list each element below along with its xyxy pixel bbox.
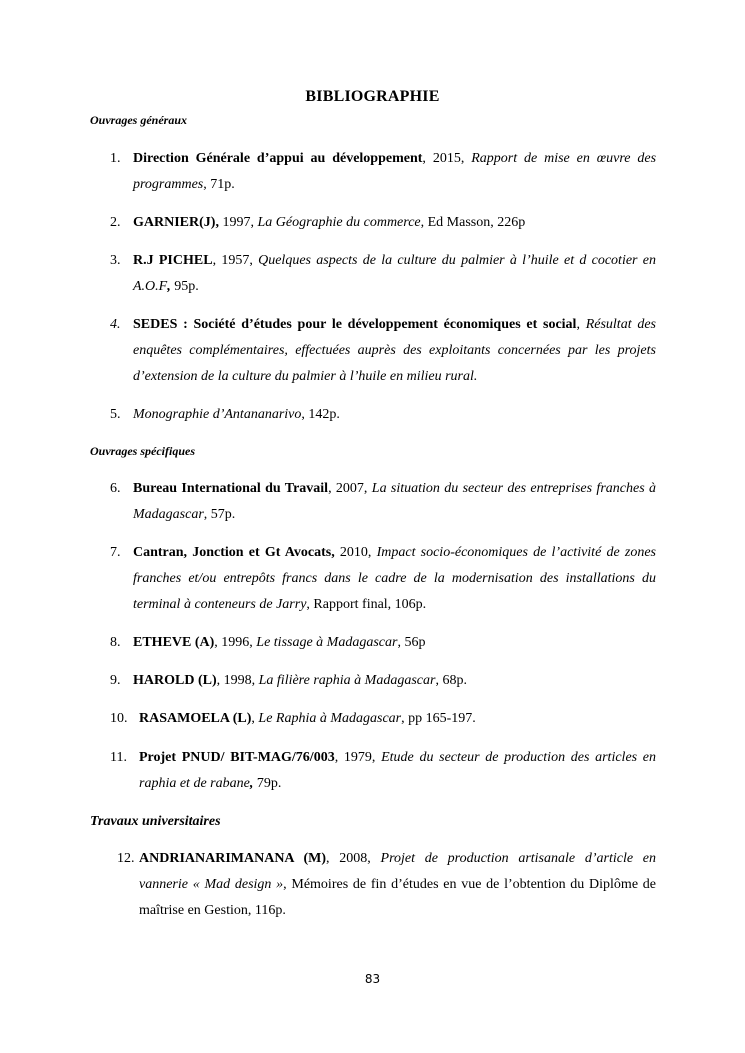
page-title: BIBLIOGRAPHIE — [305, 88, 440, 105]
page-number: 83 — [364, 972, 381, 986]
section-heading-general: Ouvrages généraux — [90, 113, 188, 127]
section-heading-specific: Ouvrages spécifiques — [90, 444, 195, 458]
bibliography-entry-1: 1. Direction Générale d’appui au développement, 2015, Rapport de mise en œuvre des programmes, 71p. — [110, 151, 657, 192]
bibliography-entry-2: 2. GARNIER(J), 1997, La Géographie du commerce, Ed Masson, 226p — [110, 215, 526, 230]
bibliography-entry-6: 6. Bureau International du Travail, 2007, La situation du secteur des entreprises franches à Madagascar, 57p. — [110, 481, 656, 522]
bibliography-entry-3: 3. R.J PICHEL, 1957, Quelques aspects de la culture du palmier à l’huile et d cocotier en A.O.F, 95p. — [110, 253, 656, 294]
bibliography-entry-12: 12. ANDRIANARIMANANA (M), 2008, Projet de production artisanale d’article en vannerie « Mad design », Mémoires de fin d’études en vue de l’obtention du Diplôme de maîtrise en Gestion, 116p. — [117, 851, 656, 918]
bibliography-entry-4: 4. SEDES : Société d’études pour le développement économiques et social, Résultat des enquêtes complémentaires, effectuées auprès des exploitants concernées par les projets d’extension de la culture du palmier à l’huile en milieu rural. — [110, 317, 656, 384]
bibliography-entry-7: 7. Cantran, Jonction et Gt Avocats, 2010, Impact socio-économiques de l’activité de zones franches et/ou entrepôts francs dans le cadre de la modernisation des installations du terminal à conteneurs de Jarry, Rapport final, 106p. — [110, 545, 656, 612]
section-heading-university: Travaux universitaires — [90, 814, 221, 829]
bibliography-entry-10: 10. RASAMOELA (L), Le Raphia à Madagascar, pp 165-197. — [110, 711, 476, 726]
bibliography-entry-11: 11. Projet PNUD/ BIT-MAG/76/003, 1979, Etude du secteur de production des articles en raphia et de rabane, 79p. — [110, 750, 657, 791]
bibliography-entry-9: 9. HAROLD (L), 1998, La filière raphia à Madagascar, 68p. — [110, 673, 467, 688]
bibliography-entry-8: 8. ETHEVE (A), 1996, Le tissage à Madagascar, 56p — [110, 635, 426, 650]
bibliography-entry-5: 5. Monographie d’Antananarivo, 142p. — [110, 407, 340, 422]
